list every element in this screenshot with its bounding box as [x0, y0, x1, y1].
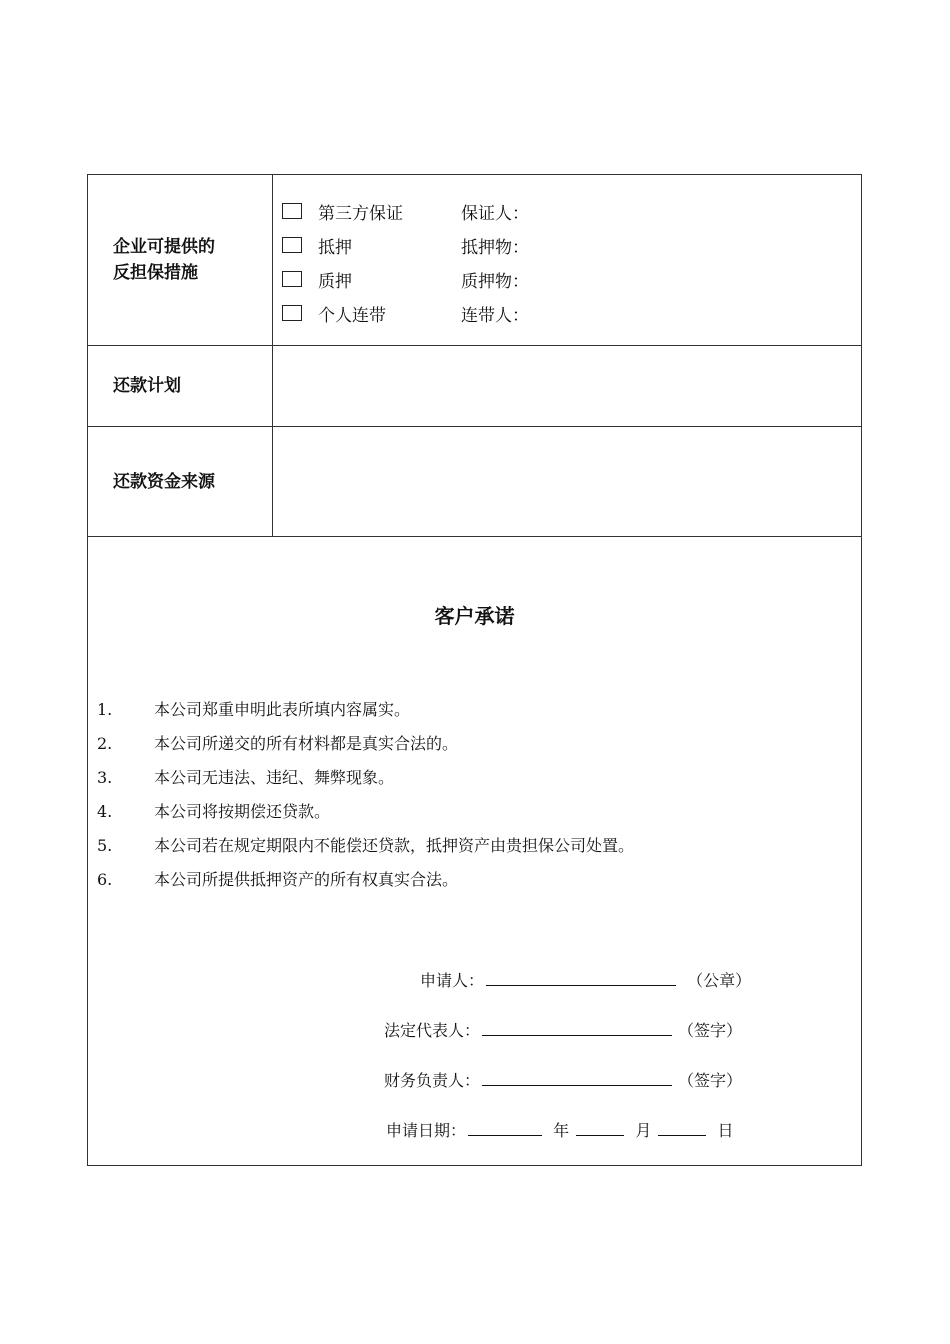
legal-rep-sign-note: （签字）	[678, 1021, 743, 1040]
year-label: 年	[553, 1121, 570, 1140]
pledge-checkbox[interactable]	[282, 271, 302, 287]
third-party-checkbox[interactable]	[282, 203, 302, 219]
legal-rep-input[interactable]	[482, 1020, 672, 1036]
commitment-title: 客户承诺	[434, 604, 515, 628]
guarantee-label	[88, 175, 273, 345]
item-text: 本公司将按期偿还贷款。	[154, 802, 331, 821]
repayment-plan-input[interactable]	[273, 346, 861, 426]
item-text: 本公司所递交的所有材料都是真实合法的。	[154, 734, 459, 753]
item-number: 5.	[97, 836, 113, 855]
joint-liability-checkbox[interactable]	[282, 305, 302, 321]
commitment-item	[97, 766, 394, 790]
item-number: 2.	[97, 734, 113, 753]
repayment-source-row	[88, 427, 861, 537]
option-label: 质押	[318, 271, 352, 292]
applicant-seal-note: （公章）	[687, 971, 752, 990]
option-label: 个人连带	[318, 305, 386, 326]
option-pledge	[282, 267, 529, 291]
legal-rep-signature-line	[384, 1019, 742, 1043]
item-text: 本公司所提供抵押资产的所有权真实合法。	[154, 870, 459, 889]
option-label: 第三方保证	[318, 203, 403, 224]
guarantee-row	[88, 175, 861, 346]
item-number: 3.	[97, 768, 113, 787]
finance-label: 财务负责人：	[384, 1071, 481, 1090]
item-text: 本公司无违法、违纪、舞弊现象。	[154, 768, 395, 787]
finance-sign-note: （签字）	[678, 1071, 743, 1090]
application-form	[87, 174, 862, 1166]
item-text: 本公司郑重申明此表所填内容属实。	[154, 700, 411, 719]
finance-signature-line	[384, 1069, 742, 1093]
item-number: 6.	[97, 870, 113, 889]
guarantor-field[interactable]: 保证人：	[461, 203, 529, 224]
year-input[interactable]	[468, 1120, 542, 1136]
option-label: 抵押	[318, 237, 352, 258]
guarantee-options	[273, 175, 861, 345]
month-label: 月	[635, 1121, 652, 1140]
commitment-section	[88, 537, 861, 1165]
day-input[interactable]	[658, 1120, 706, 1136]
option-mortgage	[282, 233, 529, 257]
option-third-party	[282, 199, 529, 223]
mortgage-checkbox[interactable]	[282, 237, 302, 253]
mortgage-item-field[interactable]: 抵押物：	[461, 237, 529, 258]
repayment-plan-row	[88, 346, 861, 427]
option-joint-liability	[282, 301, 529, 325]
legal-rep-label: 法定代表人：	[384, 1021, 481, 1040]
month-input[interactable]	[576, 1120, 624, 1136]
commitment-item	[97, 834, 634, 858]
repayment-source-label: 还款资金来源	[88, 427, 273, 536]
item-number: 1.	[97, 700, 113, 719]
finance-input[interactable]	[482, 1070, 672, 1086]
date-label: 申请日期：	[386, 1121, 467, 1140]
joint-person-field[interactable]: 连带人：	[461, 305, 529, 326]
commitment-item	[97, 800, 330, 824]
guarantee-label-line1: 企业可提供的	[113, 237, 215, 257]
pledge-item-field[interactable]: 质押物：	[461, 271, 529, 292]
item-number: 4.	[97, 802, 113, 821]
commitment-item	[97, 868, 458, 892]
application-date-line	[386, 1119, 734, 1143]
applicant-label: 申请人：	[420, 971, 485, 990]
applicant-signature-line	[420, 969, 751, 993]
guarantee-label-line2: 反担保措施	[113, 263, 198, 283]
commitment-item	[97, 698, 410, 722]
repayment-plan-label: 还款计划	[88, 346, 273, 426]
commitment-item	[97, 732, 458, 756]
repayment-source-input[interactable]	[273, 427, 861, 536]
day-label: 日	[717, 1121, 734, 1140]
applicant-input[interactable]	[486, 970, 676, 986]
item-text: 本公司若在规定期限内不能偿还贷款，抵押资产由贵担保公司处置。	[154, 836, 635, 855]
